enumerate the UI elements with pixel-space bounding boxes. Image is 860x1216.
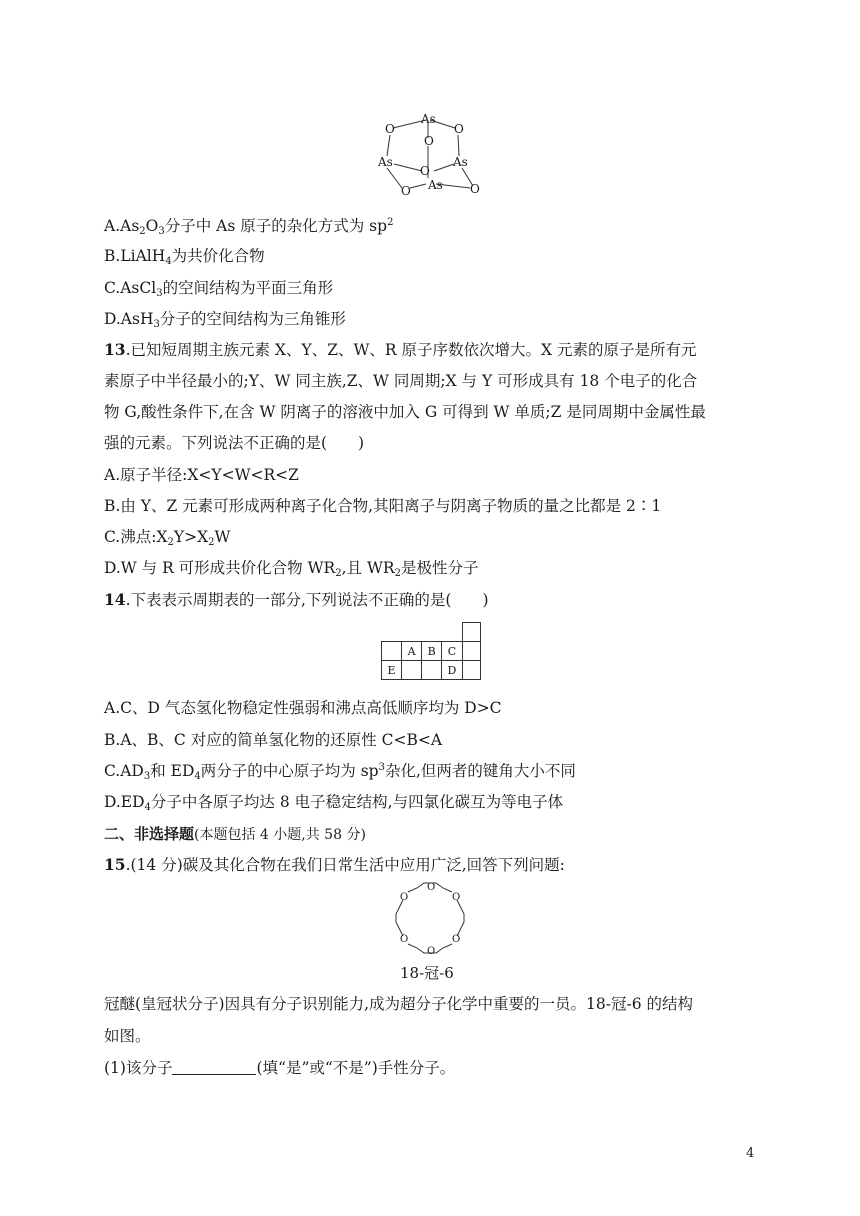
q12-option-d: D.AsH$_3$分子的空间结构为三角锥形 (104, 310, 346, 330)
q15-text-line2: 如图。 (104, 1027, 151, 1045)
as-atom-bottom: As (428, 178, 443, 192)
as4o6-structure-figure (370, 108, 500, 204)
q13-stem-line2: 素原子中半径最小的;Y、W 同主族,Z、W 同周期;X 与 Y 可形成具有 18 个电子的化合 (104, 372, 698, 390)
o-atom: O (420, 164, 430, 178)
q14-option-c: $C.AD_3$和 $ED_4$两分子的中心原子均为 $sp^3$杂化,但两者的键角大小不同 (104, 762, 576, 782)
q13-stem-line3: 物 G,酸性条件下,在含 W 阴离子的溶液中加入 G 可得到 W 单质;Z 是同周期中金属性最 (104, 403, 706, 421)
q14-option-a: A.C、D 气态氢化物稳定性强弱和沸点高低顺序均为 D>C (104, 699, 502, 717)
cell-e: E (382, 661, 402, 680)
q12-option-b: B.LiAlH$_4$为共价化合物 (104, 247, 265, 267)
q13-stem-line4: 强的元素。下列说法不正确的是( ) (104, 434, 365, 452)
o-atom: O (454, 122, 464, 136)
oxygen-atom: O (452, 892, 461, 903)
q14-number: 14 (104, 590, 126, 609)
q12-option-a: $A.As_2O_3$分子中 As 原子的杂化方式为 $sp^2$ (104, 217, 394, 237)
oxygen-atom: O (427, 882, 436, 893)
q14-stem: 14.下表表示周期表的一部分,下列说法不正确的是( ) (104, 590, 489, 609)
as-atom-left: As (378, 155, 393, 169)
q13-option-d: D.W 与 R 可形成共价化合物 $WR_2$,且 $WR_2$是极性分子 (104, 559, 479, 579)
oxygen-atom: O (427, 946, 436, 956)
cell-d: D (442, 661, 462, 680)
crown-ether-structure-figure (384, 880, 476, 956)
o-atom: O (424, 134, 434, 148)
q13-stem-line1: 13.已知短周期主族元素 X、Y、Z、W、R 原子序数依次增大。X 元素的原子是所有元 (104, 340, 697, 359)
q13-option-c: C.沸点$:X_2Y>X_2W$ (104, 528, 231, 548)
figure-caption: 18-冠-6 (400, 964, 454, 982)
q14-option-d: $D.ED_4$分子中各原子均达 8 电子稳定结构,与四氯化碳互为等电子体 (104, 793, 564, 813)
as-atom-top: As (421, 112, 436, 126)
answer-blank[interactable] (172, 1060, 256, 1075)
section-heading: 二、非选择题(本题包括 4 小题,共 58 分) (104, 825, 366, 843)
oxygen-atom: O (400, 934, 409, 945)
oxygen-atom: O (452, 934, 461, 945)
q14-option-b: B.A、B、C 对应的简单氢化物的还原性 C<B<A (104, 731, 443, 749)
page-number: 4 (746, 1146, 755, 1161)
periodic-table-fragment (381, 622, 481, 684)
q15-subquestion-1: (1)该分子 (填“是”或“不是”)手性分子。 (104, 1059, 456, 1077)
cell-b: B (422, 642, 442, 661)
o-atom: O (385, 122, 395, 136)
oxygen-atom: O (400, 892, 409, 903)
q13-number: 13 (104, 340, 126, 359)
as-atom-right: As (453, 155, 468, 169)
cell-c: C (442, 642, 462, 661)
q15-stem: 15.(14 分)碳及其化合物在我们日常生活中应用广泛,回答下列问题: (104, 855, 565, 874)
q15-text-line1: 冠醚(皇冠状分子)因具有分子识别能力,成为超分子化学中重要的一员。18-冠-6 的结构 (104, 995, 694, 1013)
o-atom: O (401, 184, 411, 198)
o-atom: O (470, 182, 480, 196)
cell-a: A (402, 642, 422, 661)
q13-option-a: A.原子半径:X<Y<W<R<Z (104, 466, 299, 484)
q15-number: 15 (104, 855, 126, 874)
q12-option-c: C.AsCl$_3$的空间结构为平面三角形 (104, 279, 334, 299)
q13-option-b: B.由 Y、Z 元素可形成两种离子化合物,其阳离子与阴离子物质的量之比都是 2∶1 (104, 497, 662, 515)
